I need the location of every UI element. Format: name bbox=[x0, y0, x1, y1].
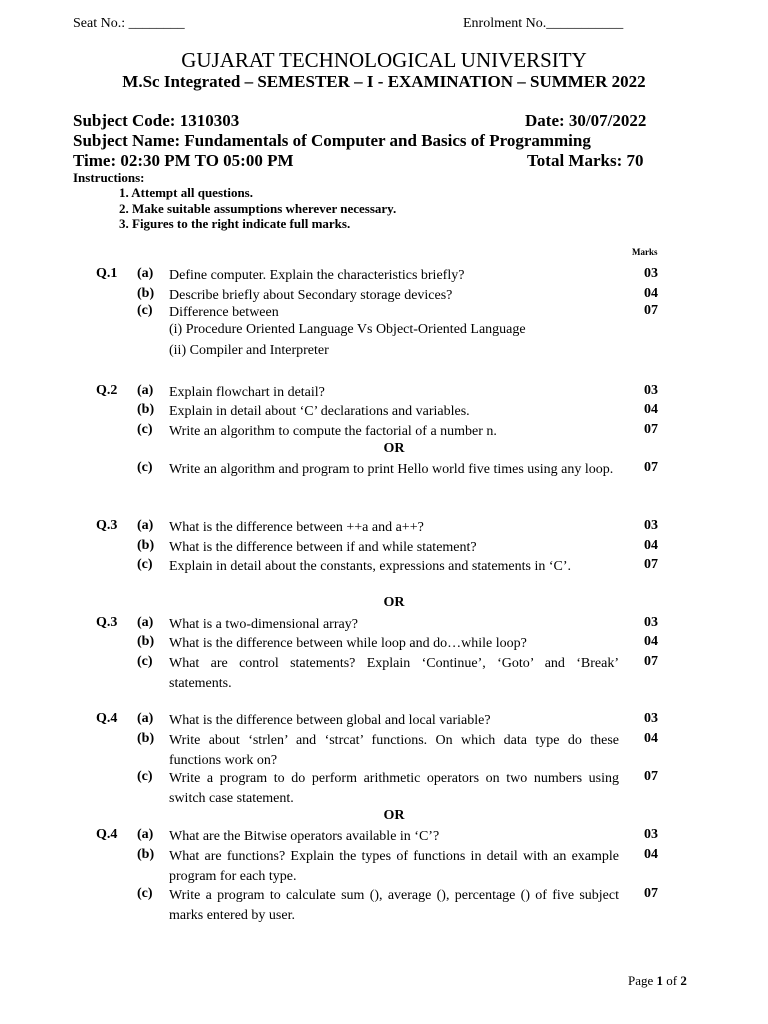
question-marks: 07 bbox=[644, 769, 658, 784]
page-current: 1 bbox=[656, 973, 664, 988]
question-marks: 04 bbox=[644, 286, 658, 301]
subquestion-label: (c) bbox=[137, 769, 153, 784]
question-text: What is the difference between ++a and a++? bbox=[169, 520, 424, 535]
subquestion-label: (a) bbox=[137, 518, 154, 533]
or-separator: OR bbox=[383, 808, 405, 823]
question-text: Write a program to calculate sum (), average (), percentage () of five subject marks entered by user. bbox=[169, 888, 619, 923]
question-text: What are functions? Explain the types of functions in detail with an example program for each type. bbox=[169, 849, 619, 884]
question-text: Explain in detail about ‘C’ declarations and variables. bbox=[169, 404, 470, 419]
question-text: What is the difference between global and local variable? bbox=[169, 713, 491, 728]
enrolment-number-field: Enrolment No.___________ bbox=[463, 16, 624, 31]
page-number bbox=[628, 973, 687, 989]
question-marks: 04 bbox=[644, 538, 658, 553]
question-text: Write an algorithm to compute the factorial of a number n. bbox=[169, 424, 497, 439]
exam-title: M.Sc Integrated – SEMESTER – I - EXAMINATION – SUMMER 2022 bbox=[122, 72, 646, 91]
or-separator: OR bbox=[383, 441, 405, 456]
question-marks: 04 bbox=[644, 847, 658, 862]
subquestion-label: (c) bbox=[137, 303, 153, 318]
question-text: What are the Bitwise operators available in ‘C’? bbox=[169, 829, 440, 844]
exam-date: Date: 30/07/2022 bbox=[525, 111, 647, 130]
question-number: Q.2 bbox=[96, 383, 118, 398]
subquestion-label: (a) bbox=[137, 711, 154, 726]
question-number: Q.3 bbox=[96, 615, 118, 630]
or-separator: OR bbox=[383, 595, 405, 610]
subquestion-label: (a) bbox=[137, 615, 154, 630]
seat-number-field: Seat No.: ________ bbox=[73, 16, 185, 31]
subquestion-label: (a) bbox=[137, 383, 154, 398]
question-text: Explain in detail about the constants, expressions and statements in ‘C’. bbox=[169, 559, 572, 574]
subquestion-label: (c) bbox=[137, 886, 153, 901]
question-marks: 04 bbox=[644, 634, 658, 649]
subquestion-label: (b) bbox=[137, 634, 155, 649]
subquestion-label: (c) bbox=[137, 460, 153, 475]
subquestion-label: (b) bbox=[137, 402, 155, 417]
university-title: GUJARAT TECHNOLOGICAL UNIVERSITY bbox=[181, 48, 587, 72]
marks-column-header: Marks bbox=[632, 247, 658, 257]
question-marks: 03 bbox=[644, 266, 658, 281]
subquestion-label: (a) bbox=[137, 266, 154, 281]
question-text: Write about ‘strlen’ and ‘strcat’ functions. On which data type do these functions work on? bbox=[169, 733, 619, 768]
subquestion-label: (b) bbox=[137, 731, 155, 746]
question-text: Difference between bbox=[169, 305, 279, 320]
question-text: Write a program to do perform arithmetic operators on two numbers using switch case statement. bbox=[169, 771, 619, 806]
total-marks: Total Marks: 70 bbox=[527, 151, 644, 170]
question-number: Q.3 bbox=[96, 518, 118, 533]
question-marks: 07 bbox=[644, 654, 658, 669]
question-marks: 07 bbox=[644, 460, 658, 475]
page-total: 2 bbox=[680, 973, 687, 988]
question-text: Define computer. Explain the characteristics briefly? bbox=[169, 268, 465, 283]
subject-name: Subject Name: Fundamentals of Computer and Basics of Programming bbox=[73, 131, 591, 150]
page-mid: of bbox=[663, 973, 681, 988]
question-text: What is the difference between if and while statement? bbox=[169, 540, 477, 555]
subquestion-label: (b) bbox=[137, 538, 155, 553]
question-marks: 04 bbox=[644, 402, 658, 417]
instructions-title: Instructions: bbox=[73, 170, 145, 185]
question-text: What is a two-dimensional array? bbox=[169, 617, 358, 632]
instruction-item: 3. Figures to the right indicate full marks. bbox=[119, 216, 351, 231]
question-text: Explain flowchart in detail? bbox=[169, 385, 325, 400]
subquestion-label: (b) bbox=[137, 286, 155, 301]
question-text: Write an algorithm and program to print Hello world five times using any loop. bbox=[169, 462, 614, 477]
exam-time: Time: 02:30 PM TO 05:00 PM bbox=[73, 151, 294, 170]
question-number: Q.4 bbox=[96, 711, 118, 726]
question-text: What is the difference between while loop and do…while loop? bbox=[169, 636, 527, 651]
subquestion-label: (c) bbox=[137, 557, 153, 572]
question-marks: 03 bbox=[644, 827, 658, 842]
question-marks: 04 bbox=[644, 731, 658, 746]
question-marks: 03 bbox=[644, 518, 658, 533]
question-option: (ii) Compiler and Interpreter bbox=[169, 343, 329, 358]
question-marks: 03 bbox=[644, 383, 658, 398]
question-marks: 03 bbox=[644, 615, 658, 630]
question-marks: 03 bbox=[644, 711, 658, 726]
instruction-item: 1. Attempt all questions. bbox=[119, 185, 253, 200]
question-number: Q.4 bbox=[96, 827, 118, 842]
subquestion-label: (a) bbox=[137, 827, 154, 842]
question-marks: 07 bbox=[644, 557, 658, 572]
subquestion-label: (c) bbox=[137, 422, 153, 437]
question-marks: 07 bbox=[644, 886, 658, 901]
instruction-item: 2. Make suitable assumptions wherever necessary. bbox=[119, 201, 397, 216]
question-marks: 07 bbox=[644, 303, 658, 318]
subquestion-label: (b) bbox=[137, 847, 155, 862]
question-marks: 07 bbox=[644, 422, 658, 437]
page-prefix: Page bbox=[628, 973, 657, 988]
subquestion-label: (c) bbox=[137, 654, 153, 669]
question-option: (i) Procedure Oriented Language Vs Object-Oriented Language bbox=[169, 322, 526, 337]
subject-code: Subject Code: 1310303 bbox=[73, 111, 240, 130]
question-text: What are control statements? Explain ‘Continue’, ‘Goto’ and ‘Break’ statements. bbox=[169, 656, 619, 691]
question-number: Q.1 bbox=[96, 266, 118, 281]
question-text: Describe briefly about Secondary storage devices? bbox=[169, 288, 453, 303]
